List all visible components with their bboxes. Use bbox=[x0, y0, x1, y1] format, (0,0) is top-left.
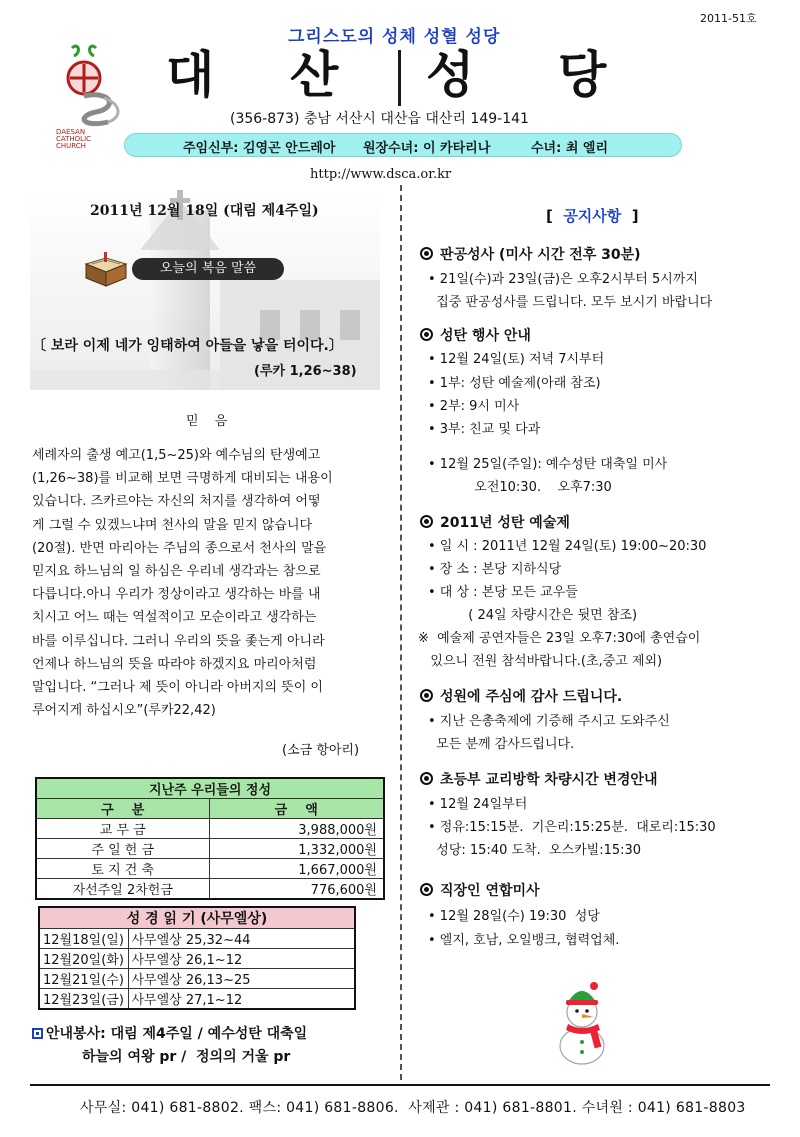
notice-section-title: 2011년 성탄 예술제 bbox=[440, 515, 570, 531]
notice-line: 집중 판공성사를 드립니다. 모두 보시기 바랍니다 bbox=[428, 295, 713, 310]
notice-line: • 정유:15:15분. 기은리:15:25분. 대로리:15:30 bbox=[428, 820, 716, 835]
reflection-line: 치시고 어느 때는 역설적이고 모순이라고 생각하는 bbox=[32, 610, 317, 626]
address: (356-873) 충남 서산시 대산읍 대산리 149-141 bbox=[230, 111, 529, 127]
table-row bbox=[39, 989, 355, 1010]
table-row bbox=[36, 859, 384, 879]
notice-line: • 일 시 : 2011년 12월 24일(토) 19:00~20:30 bbox=[428, 539, 707, 554]
logo-text-3: CHURCH bbox=[56, 142, 86, 148]
offering-label: 주 일 헌 금 bbox=[36, 839, 209, 859]
notice-line: • 대 상 : 본당 모든 교우들 bbox=[428, 585, 578, 600]
reflection-text bbox=[32, 444, 384, 722]
bible-reading: 사무엘상 25,32~44 bbox=[128, 929, 355, 949]
reflection-line: 루어지게 하십시오”(루카22,42) bbox=[32, 703, 216, 719]
logo-text-1: DAESAN bbox=[56, 128, 86, 136]
reflection-line: 언제나 하느님의 뜻을 따라야 하겠지요 마리아처럼 bbox=[32, 656, 317, 672]
gospel-verse: 〔 보라 이제 네가 잉태하여 아들을 낳을 터이다.〕 bbox=[32, 338, 343, 354]
bible-date: 12월21일(수) bbox=[39, 969, 128, 989]
bible-date: 12월18일(일) bbox=[39, 929, 128, 949]
offering-amount: 1,667,000원 bbox=[209, 859, 384, 879]
gospel-label: 오늘의 복음 말씀 bbox=[132, 258, 284, 280]
date-line: 2011년 12월 18일 (대림 제4주일) bbox=[90, 203, 319, 219]
reflection-line: (20절). 반면 마리아는 주님의 종으로서 천사의 말을 bbox=[32, 540, 327, 556]
table-row bbox=[36, 819, 384, 839]
title-char-2: 산 bbox=[290, 46, 339, 104]
notice-line: • 엘지, 호남, 오일뱅크, 협력업체. bbox=[428, 933, 620, 948]
bible-title: 성 경 읽 기 (사무엘상) bbox=[39, 907, 355, 929]
offering-label: 교 무 금 bbox=[36, 819, 209, 839]
offering-label: 토 지 건 축 bbox=[36, 859, 209, 879]
offering-amount: 1,332,000원 bbox=[209, 839, 384, 859]
target-bullet-icon bbox=[420, 247, 433, 260]
notice-line: • 장 소 : 본당 지하식당 bbox=[428, 562, 562, 577]
title-divider bbox=[398, 50, 401, 106]
reflection-line: 다릅니다.아니 우리가 정상이라고 생각하는 바를 내 bbox=[32, 587, 321, 603]
table-row bbox=[36, 839, 384, 859]
notice-line: • 12월 24일부터 bbox=[428, 797, 528, 812]
notice-bracket-open: [ bbox=[546, 207, 553, 225]
table-row bbox=[39, 949, 355, 969]
guide-service-line1: 안내봉사: 대림 제4주일 / 예수성탄 대축일 bbox=[46, 1026, 308, 1042]
reflection-line: 게 그럴 수 있겠느냐며 천사의 말을 믿지 않습니다 bbox=[32, 517, 313, 533]
reflection-line: 말입니다. “그러나 제 뜻이 아니라 아버지의 뜻이 이 bbox=[32, 680, 323, 696]
staff-pastor: 주임신부: 김영곤 안드레아 bbox=[183, 141, 336, 156]
gospel-reference: (루카 1,26~38) bbox=[254, 364, 357, 379]
snowman-icon bbox=[548, 978, 618, 1068]
title-char-3: 성 bbox=[426, 46, 475, 104]
reflection-title: 믿 음 bbox=[186, 414, 234, 429]
notice-section-title: 초등부 교리방학 차량시간 변경안내 bbox=[440, 772, 658, 788]
target-bullet-icon bbox=[420, 883, 433, 896]
notice-line: ( 24일 차량시간은 뒷면 참조) bbox=[460, 608, 638, 623]
title-char-1: 대 bbox=[166, 46, 215, 104]
bible-book-icon bbox=[84, 250, 128, 290]
reflection-line: 바를 이루십니다. 그러니 우리의 뜻을 좇는게 아니라 bbox=[32, 633, 325, 649]
notice-line: • 3부: 친교 및 다과 bbox=[428, 422, 541, 437]
notice-line: ※ 예술제 공연자들은 23일 오후7:30에 총연습이 bbox=[418, 631, 701, 646]
offering-table bbox=[35, 777, 385, 900]
table-row bbox=[39, 929, 355, 949]
notice-line: • 12월 25일(주일): 예수성탄 대축일 미사 bbox=[428, 457, 668, 472]
column-divider bbox=[400, 185, 402, 1080]
notice-section-title: 성원에 주심에 감사 드립니다. bbox=[440, 689, 623, 705]
target-bullet-icon bbox=[420, 772, 433, 785]
guide-service-line2: 하늘의 여왕 pr / 정의의 거울 pr bbox=[82, 1049, 291, 1065]
target-bullet-icon bbox=[420, 689, 433, 702]
staff-sister: 수녀: 최 엘리 bbox=[531, 141, 609, 156]
parish-subtitle: 그리스도의 성체 성혈 성당 bbox=[288, 27, 501, 47]
footer-rule bbox=[30, 1084, 770, 1086]
table-row bbox=[39, 969, 355, 989]
target-bullet-icon bbox=[420, 328, 433, 341]
notice-bracket-close: ] bbox=[631, 207, 639, 225]
notice-line: • 지난 은총축제에 기증해 주시고 도와주신 bbox=[428, 714, 670, 729]
notice-line: 있으니 전원 참석바랍니다.(초,중고 제외) bbox=[418, 654, 663, 669]
offering-title: 지난주 우리들의 정성 bbox=[36, 778, 384, 799]
issue-number: 2011-51호 bbox=[700, 12, 757, 25]
notice-line: 오전10:30. 오후7:30 bbox=[466, 480, 612, 495]
notice-line: 성당: 15:40 도착. 오스카빌:15:30 bbox=[428, 843, 642, 858]
notice-section-title: 성탄 행사 안내 bbox=[440, 328, 531, 344]
staff-bar bbox=[124, 133, 682, 157]
offering-amount: 776,600원 bbox=[209, 879, 384, 900]
bible-reading: 사무엘상 26,1~12 bbox=[128, 949, 355, 969]
title-char-4: 당 bbox=[558, 46, 607, 104]
notice-line: • 12월 28일(수) 19:30 성당 bbox=[428, 909, 600, 924]
bible-reading: 사무엘상 27,1~12 bbox=[128, 989, 355, 1010]
notice-heading bbox=[546, 205, 639, 226]
reflection-line: (1,26~38)를 비교해 보면 극명하게 대비되는 내용이 bbox=[32, 471, 333, 487]
table-row bbox=[36, 879, 384, 900]
offering-col-label: 구 분 bbox=[36, 799, 209, 819]
offering-col-amount: 금 액 bbox=[209, 799, 384, 819]
bible-date: 12월20일(화) bbox=[39, 949, 128, 969]
bible-reading-table bbox=[38, 906, 356, 1010]
reflection-line: 있습니다. 즈카르야는 자신의 처지를 생각하여 어떻 bbox=[32, 494, 321, 510]
offering-amount: 3,988,000원 bbox=[209, 819, 384, 839]
bible-reading: 사무엘상 26,13~25 bbox=[128, 969, 355, 989]
square-bullet-icon bbox=[32, 1028, 43, 1039]
notice-line: • 2부: 9시 미사 bbox=[428, 399, 520, 414]
staff-superior: 원장수녀: 이 카타리나 bbox=[363, 141, 491, 156]
target-bullet-icon bbox=[420, 515, 433, 528]
notice-section-title: 판공성사 (미사 시간 전후 30분) bbox=[440, 247, 641, 263]
reflection-line: 세례자의 출생 예고(1,5~25)와 예수님의 탄생예고 bbox=[32, 448, 321, 463]
reflection-line: 믿지요 하느님의 일 하심은 우리네 생각과는 참으로 bbox=[32, 564, 321, 580]
website-link[interactable]: http://www.dsca.or.kr bbox=[310, 167, 452, 182]
logo-text-2: CATHOLIC bbox=[56, 135, 92, 143]
footer-contacts: 사무실: 041) 681-8802. 팩스: 041) 681-8806. 사제관 : 041) 681-8801. 수녀원 : 041) 681-8803 bbox=[80, 1100, 746, 1116]
notice-heading-text: 공지사항 bbox=[563, 207, 622, 225]
notice-line: • 21일(수)과 23일(금)은 오후2시부터 5시까지 bbox=[428, 272, 698, 287]
offering-label: 자선주일 2차헌금 bbox=[36, 879, 209, 900]
notice-line: 모든 분께 감사드립니다. bbox=[428, 737, 575, 752]
bible-date: 12월23일(금) bbox=[39, 989, 128, 1010]
notice-line: • 12월 24일(토) 저녁 7시부터 bbox=[428, 352, 605, 367]
notice-section-title: 직장인 연합미사 bbox=[440, 883, 540, 899]
reflection-author: (소금 항아리) bbox=[282, 743, 360, 758]
notice-line: • 1부: 성탄 예술제(아래 참조) bbox=[428, 376, 601, 391]
